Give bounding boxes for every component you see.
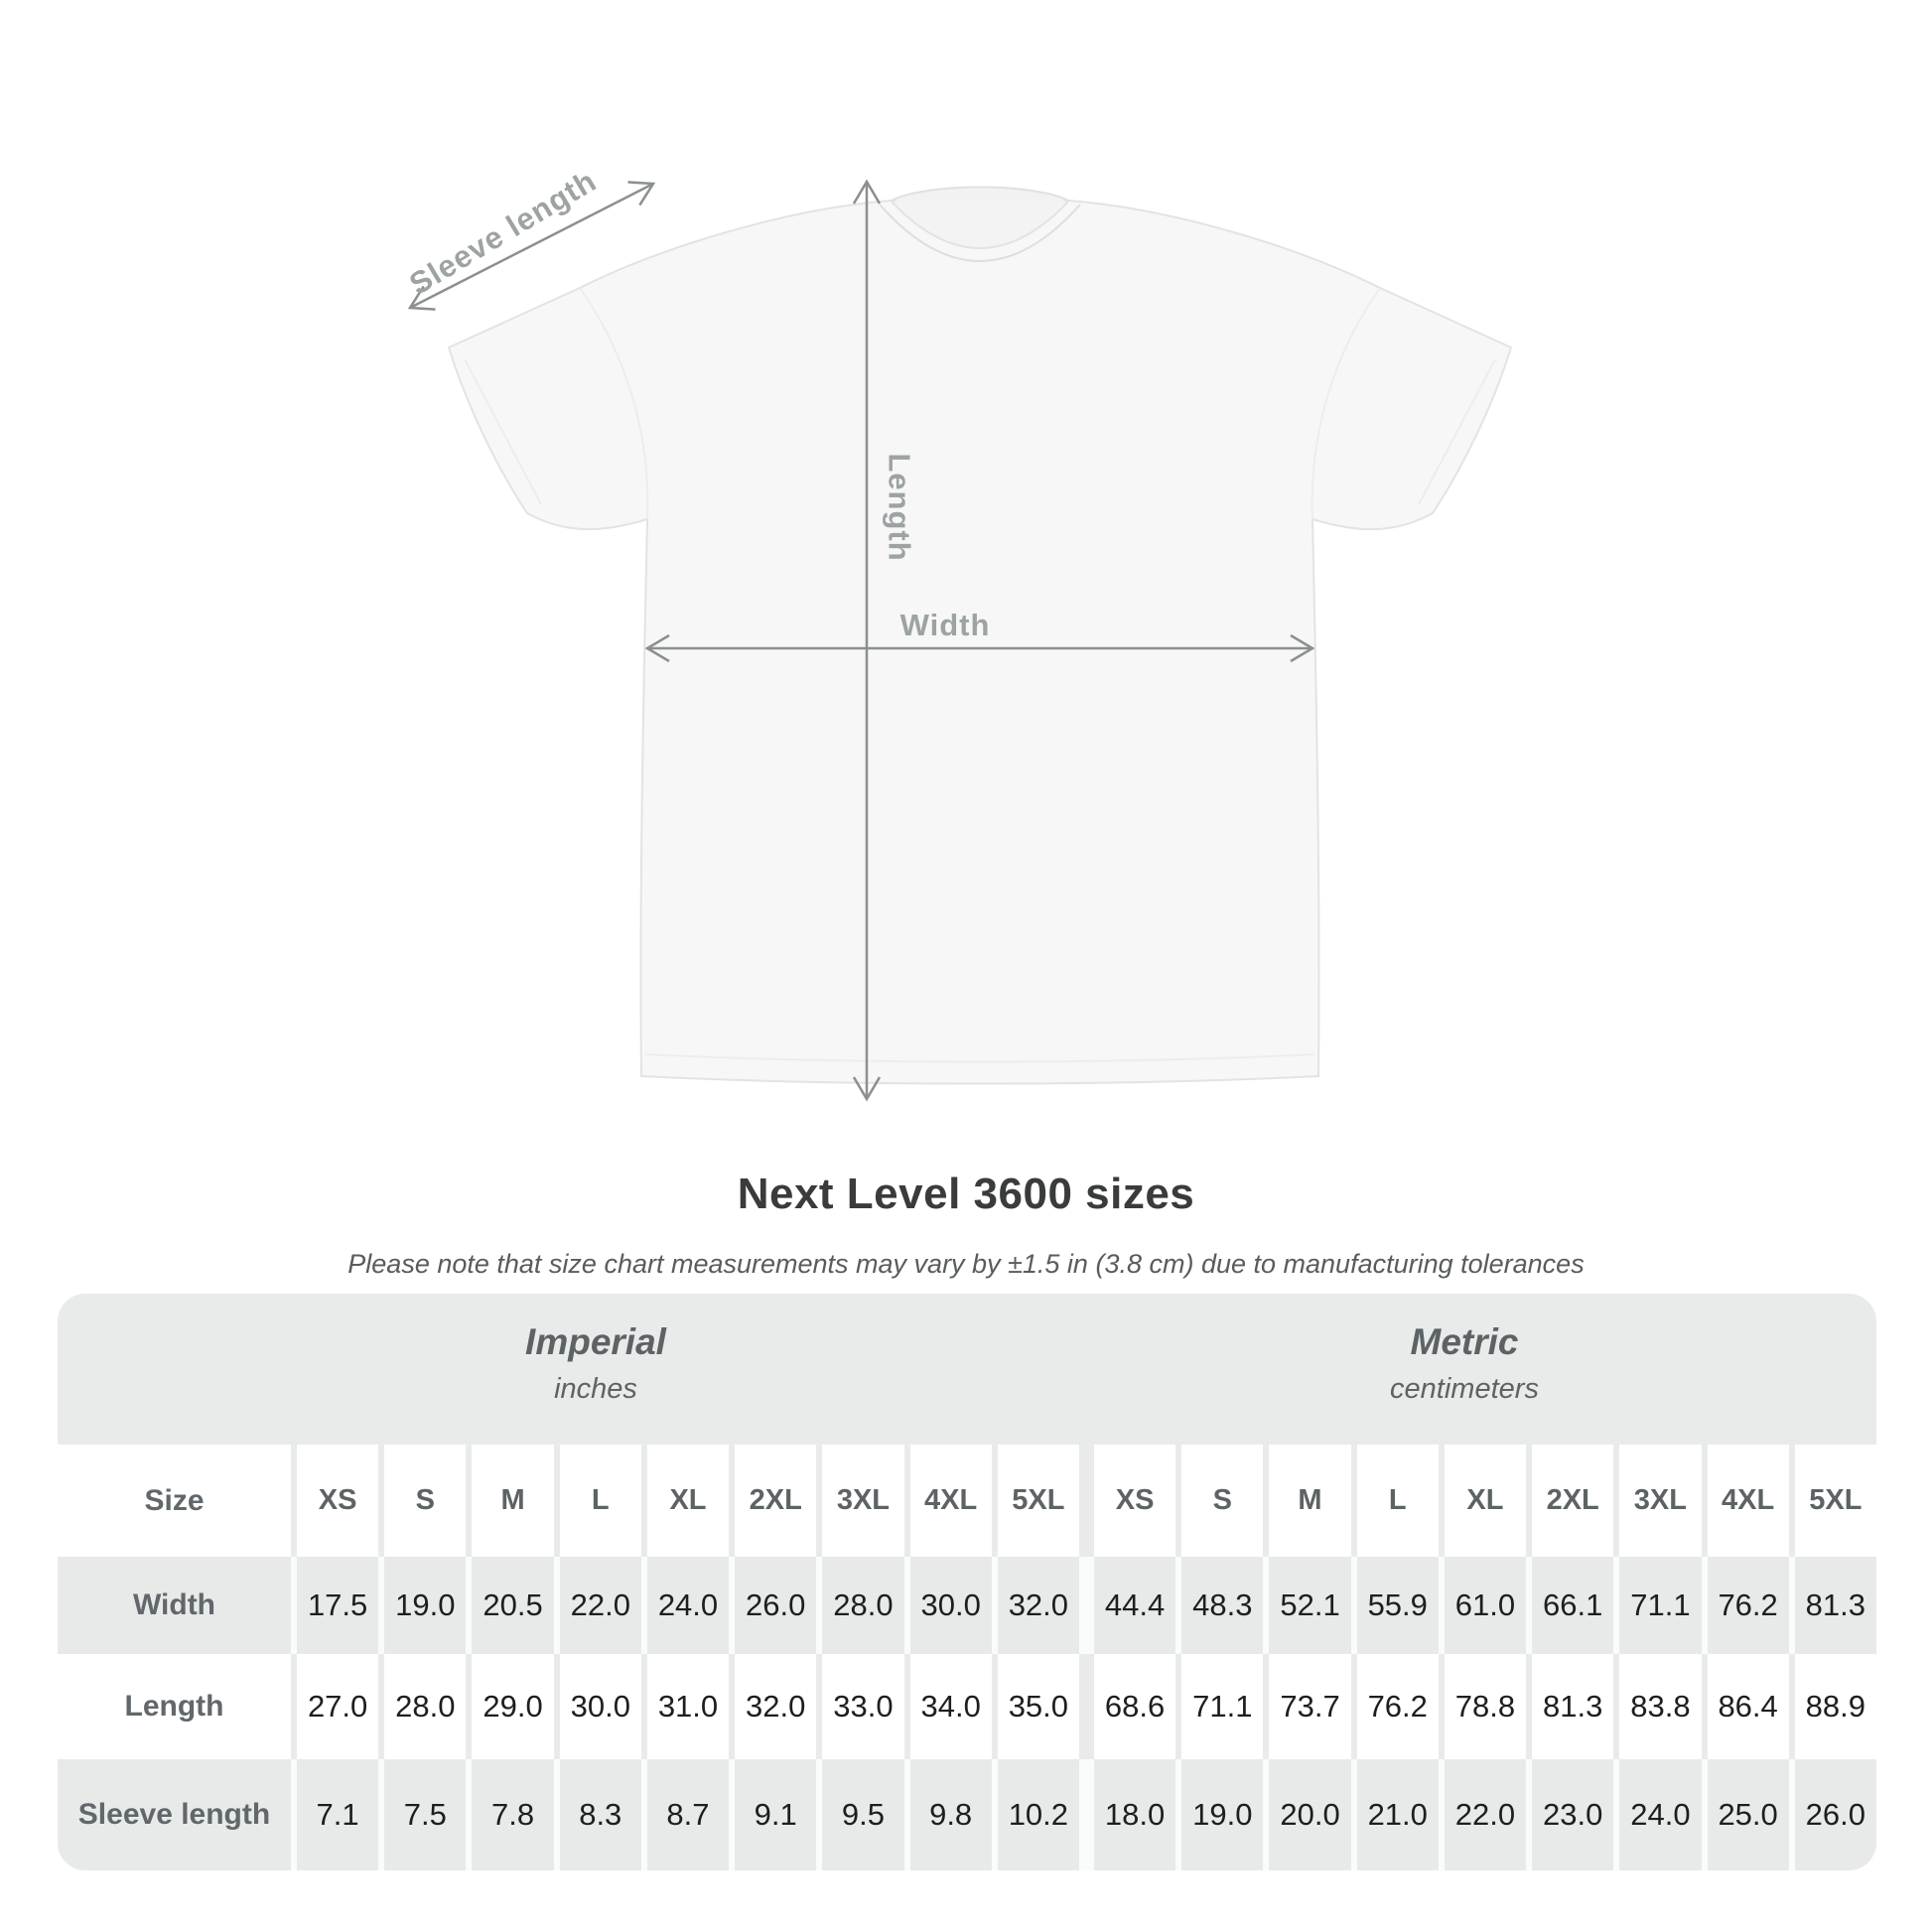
table-cell: 8.3	[560, 1759, 641, 1870]
row-label: Sleeve length	[58, 1759, 291, 1870]
size-col-header: XL	[647, 1445, 729, 1557]
row-label: Width	[58, 1557, 291, 1654]
unit-sub-metric: centimeters	[1390, 1373, 1539, 1405]
table-cell: 34.0	[910, 1654, 992, 1759]
table-cell: 10.2	[998, 1759, 1079, 1870]
size-header-label: Size	[58, 1445, 291, 1557]
table-cell: 22.0	[1445, 1759, 1526, 1870]
table-row-width	[58, 1557, 1876, 1654]
table-cell: 73.7	[1269, 1654, 1350, 1759]
table-cell: 19.0	[1181, 1759, 1263, 1870]
table-cell: 26.0	[1795, 1759, 1876, 1870]
table-cell: 7.5	[384, 1759, 466, 1870]
table-cell: 9.5	[822, 1759, 903, 1870]
size-col-header: L	[1357, 1445, 1439, 1557]
table-cell: 29.0	[472, 1654, 553, 1759]
table-cell: 18.0	[1094, 1759, 1175, 1870]
table-cell: 17.5	[297, 1557, 378, 1654]
table-cell: 48.3	[1181, 1557, 1263, 1654]
table-cell: 24.0	[647, 1557, 729, 1654]
table-cell: 83.8	[1619, 1654, 1701, 1759]
unit-name-metric: Metric	[1410, 1321, 1519, 1362]
unit-divider	[1085, 1557, 1088, 1654]
table-cell: 81.3	[1795, 1557, 1876, 1654]
table-cell: 78.8	[1445, 1654, 1526, 1759]
table-cell: 27.0	[297, 1654, 378, 1759]
page-title: Next Level 3600 sizes	[737, 1170, 1195, 1218]
size-col-header: S	[384, 1445, 466, 1557]
table-cell: 71.1	[1619, 1557, 1701, 1654]
unit-divider	[1085, 1654, 1088, 1759]
size-col-header: M	[472, 1445, 553, 1557]
table-cell: 32.0	[735, 1654, 816, 1759]
table-cell: 26.0	[735, 1557, 816, 1654]
table-cell: 19.0	[384, 1557, 466, 1654]
length-label: Length	[882, 453, 917, 562]
table-cell: 20.0	[1269, 1759, 1350, 1870]
size-col-header: M	[1269, 1445, 1350, 1557]
table-cell: 44.4	[1094, 1557, 1175, 1654]
size-col-header: XL	[1445, 1445, 1526, 1557]
size-col-header: 5XL	[998, 1445, 1079, 1557]
table-cell: 30.0	[910, 1557, 992, 1654]
table-cell: 8.7	[647, 1759, 729, 1870]
table-row-sleeve-length	[58, 1759, 1876, 1870]
table-cell: 20.5	[472, 1557, 553, 1654]
table-cell: 22.0	[560, 1557, 641, 1654]
table-cell: 28.0	[384, 1654, 466, 1759]
table-cell: 81.3	[1532, 1654, 1613, 1759]
size-col-header: 3XL	[1619, 1445, 1701, 1557]
table-cell: 31.0	[647, 1654, 729, 1759]
size-col-header: 5XL	[1795, 1445, 1876, 1557]
table-cell: 21.0	[1357, 1759, 1439, 1870]
table-cell: 35.0	[998, 1654, 1079, 1759]
size-col-header: XS	[1094, 1445, 1175, 1557]
table-cell: 24.0	[1619, 1759, 1701, 1870]
table-cell: 71.1	[1181, 1654, 1263, 1759]
size-col-header: 3XL	[822, 1445, 903, 1557]
page-subtitle: Please note that size chart measurements may vary by ±1.5 in (3.8 cm) due to manufacturing tolerances	[347, 1249, 1585, 1279]
size-col-header: L	[560, 1445, 641, 1557]
size-col-header: 4XL	[910, 1445, 992, 1557]
table-cell: 76.2	[1357, 1654, 1439, 1759]
table-row-length	[58, 1654, 1876, 1759]
unit-header-imperial	[525, 1321, 666, 1406]
table-cell: 9.8	[910, 1759, 992, 1870]
table-cell: 66.1	[1532, 1557, 1613, 1654]
table-cell: 76.2	[1708, 1557, 1789, 1654]
unit-header-metric	[1390, 1321, 1539, 1406]
table-cell: 28.0	[822, 1557, 903, 1654]
unit-divider	[1085, 1445, 1088, 1557]
width-label: Width	[899, 608, 991, 642]
table-cell: 23.0	[1532, 1759, 1613, 1870]
size-col-header: 2XL	[735, 1445, 816, 1557]
table-cell: 7.8	[472, 1759, 553, 1870]
sleeve-length-label: Sleeve length	[403, 163, 603, 302]
row-label: Length	[58, 1654, 291, 1759]
size-col-header: 4XL	[1708, 1445, 1789, 1557]
table-cell: 33.0	[822, 1654, 903, 1759]
table-cell: 25.0	[1708, 1759, 1789, 1870]
table-cell: 7.1	[297, 1759, 378, 1870]
size-col-header: 2XL	[1532, 1445, 1613, 1557]
table-cell: 61.0	[1445, 1557, 1526, 1654]
table-cell: 86.4	[1708, 1654, 1789, 1759]
table-cell: 52.1	[1269, 1557, 1350, 1654]
table-cell: 30.0	[560, 1654, 641, 1759]
unit-sub-imperial: inches	[554, 1373, 637, 1405]
table-cell: 9.1	[735, 1759, 816, 1870]
table-cell: 55.9	[1357, 1557, 1439, 1654]
size-header-row	[58, 1445, 1876, 1557]
table-cell: 88.9	[1795, 1654, 1876, 1759]
unit-name-imperial: Imperial	[525, 1321, 666, 1362]
size-col-header: XS	[297, 1445, 378, 1557]
size-col-header: S	[1181, 1445, 1263, 1557]
size-table	[58, 1294, 1876, 1870]
table-cell: 68.6	[1094, 1654, 1175, 1759]
table-cell: 32.0	[998, 1557, 1079, 1654]
unit-divider	[1085, 1759, 1088, 1870]
